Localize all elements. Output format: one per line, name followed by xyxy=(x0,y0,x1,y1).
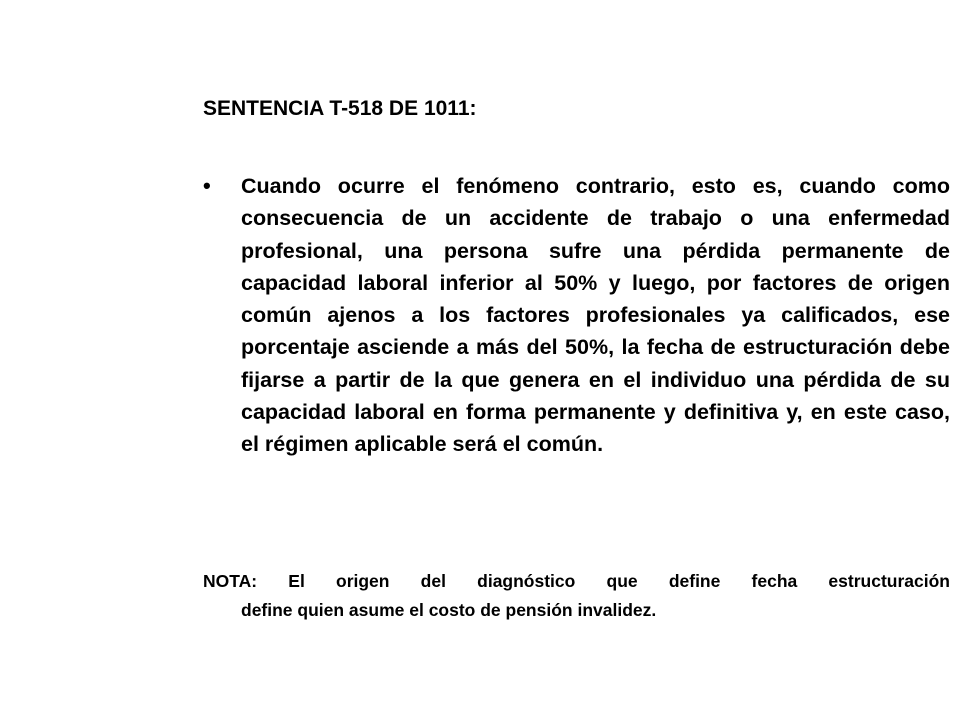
bullet-icon: • xyxy=(203,173,211,198)
slide-heading: SENTENCIA T-518 DE 1011: xyxy=(203,97,477,120)
bullet-text: Cuando ocurre el fenómeno contrario, esto es, cuando como consecuencia de un accidente de trabajo o una enfermedad profesional, una persona sufre una pérdida permanente de capacidad laboral inferior al 50% y luego, por factores de origen común ajenos a los factores profesionales ya calificados, ese porcentaje asciende a más del 50%, la fecha de estructuración debe fijarse a partir de la que genera en el individuo una pérdida de su capacidad laboral en forma permanente y definitiva y, en este caso, el régimen aplicable será el común. xyxy=(241,174,950,457)
note-line-2: define quien asume el costo de pensión invalidez. xyxy=(241,600,657,620)
note-paragraph xyxy=(203,567,950,625)
note-line-1: NOTA: El origen del diagnóstico que define fecha estructuración xyxy=(203,571,950,591)
bullet-item xyxy=(203,170,950,461)
